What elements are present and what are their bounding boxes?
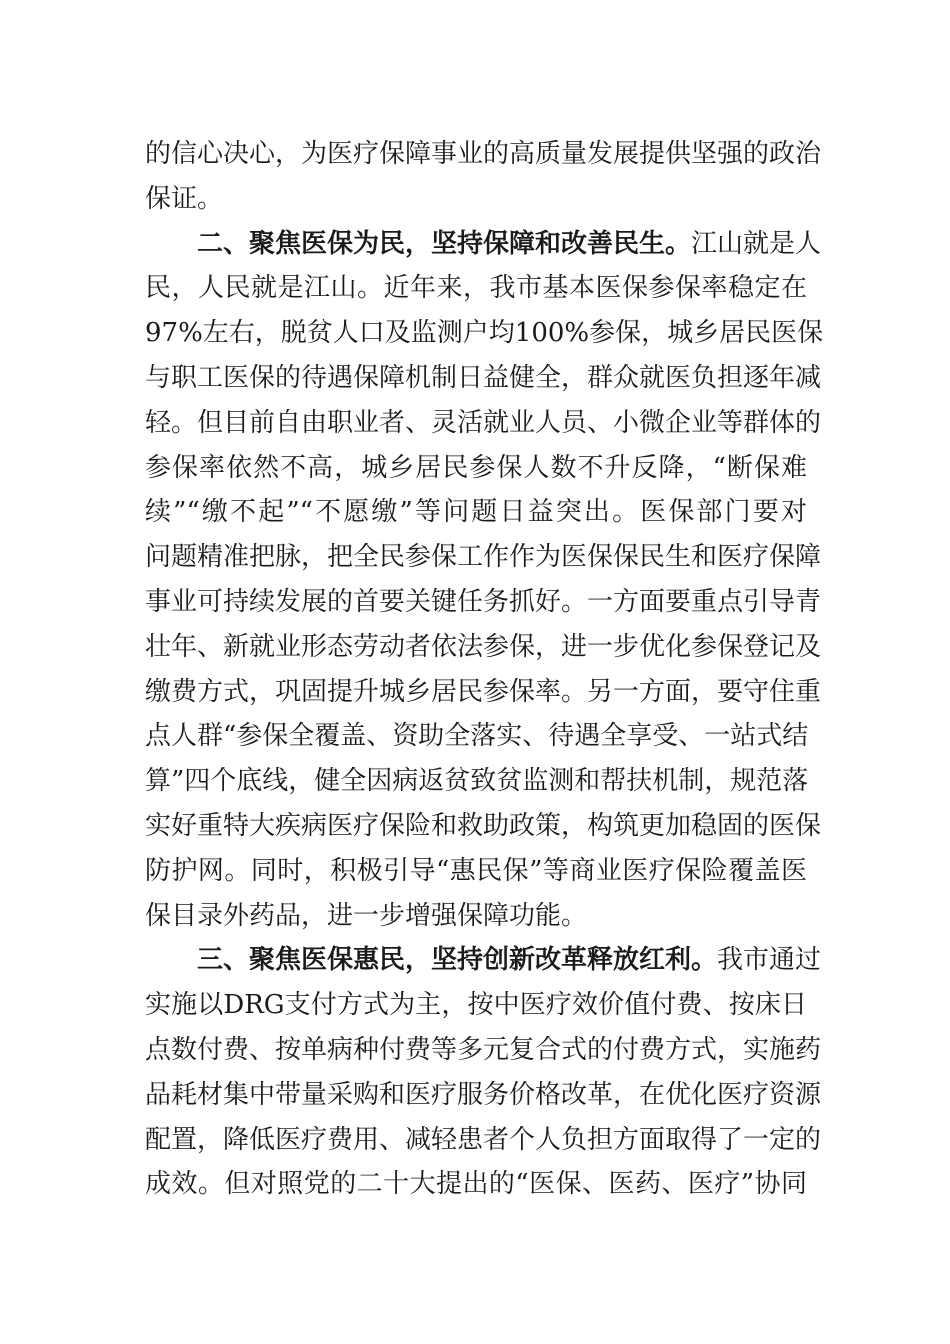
line-text: 的信心决心，为医疗保障事业的高质量发展提供坚强的政治: [145, 139, 822, 169]
text-line: [145, 580, 822, 625]
text-line: [145, 266, 807, 311]
text-line: [145, 1118, 822, 1163]
text-line: [145, 1073, 822, 1118]
text-line: [145, 894, 807, 939]
line-text: 我市通过: [717, 945, 822, 976]
line-text: 缴费方式，巩固提升城乡居民参保率。另一方面，要守住重: [145, 676, 822, 707]
paragraph: [145, 938, 822, 1207]
section-heading: 三、聚焦医保惠民，坚持创新改革释放红利。: [197, 945, 718, 976]
text-line: [145, 1162, 807, 1207]
text-line: [145, 446, 807, 491]
text-line: [145, 222, 822, 267]
line-text: 民，人民就是江山。近年来，我市基本医保参保率稳定在: [145, 273, 807, 304]
paragraph: [145, 222, 824, 939]
text-line: [145, 804, 822, 849]
text-line: [145, 670, 822, 715]
line-text: 点人群“参保全覆盖、资助全落实、待遇全享受、一站式结: [145, 721, 809, 752]
text-line: [145, 983, 807, 1028]
line-text: 防护网。同时，积极引导“惠民保”等商业医疗保险覆盖医: [145, 855, 807, 886]
text-line: [145, 849, 807, 894]
line-text: 参保率依然不高，城乡居民参保人数不升反降，“断保难: [145, 452, 807, 483]
text-line: [145, 177, 807, 222]
line-text: 实施以DRG支付方式为主，按中医疗效价值付费、按床日: [145, 990, 807, 1021]
text-line: [145, 132, 822, 177]
text-line: [145, 535, 822, 580]
text-line: [145, 938, 822, 983]
line-text: 事业可持续发展的首要关键任务抓好。一方面要重点引导青: [145, 586, 822, 617]
line-text: 壮年、新就业形态劳动者依法参保，进一步优化参保登记及: [145, 631, 822, 662]
text-line: [145, 759, 807, 804]
line-text: 成效。但对照党的二十大提出的“医保、医药、医疗”协同: [145, 1169, 807, 1200]
text-line: [145, 1028, 822, 1073]
text-line: [145, 356, 822, 401]
section-heading: 二、聚焦医保为民，坚持保障和改善民生。: [197, 228, 692, 259]
line-text: 问题精准把脉，把全民参保工作作为医保保民生和医疗保障: [145, 542, 822, 573]
line-text: 江山就是人: [691, 228, 822, 259]
line-text: 与职工医保的待遇保障机制日益健全，群众就医负担逐年减: [145, 362, 822, 393]
line-text: 续”“缴不起”“不愿缴”等问题日益突出。医保部门要对: [145, 497, 807, 528]
line-text: 实好重特大疾病医疗保险和救助政策，构筑更加稳固的医保: [145, 810, 822, 841]
paragraph: [145, 132, 822, 222]
text-line: [145, 490, 807, 535]
line-text: 保证。: [145, 183, 224, 214]
line-text: 品耗材集中带量采购和医疗服务价格改革，在优化医疗资源: [145, 1079, 822, 1110]
text-line: [145, 625, 822, 670]
line-text: 算”四个底线，健全因病返贫致贫监测和帮扶机制，规范落: [145, 766, 809, 797]
line-text: 轻。但目前自由职业者、灵活就业人员、小微企业等群体的: [145, 407, 822, 438]
text-line: [145, 714, 807, 759]
line-text: 配置，降低医疗费用、减轻患者个人负担方面取得了一定的: [145, 1124, 822, 1155]
line-text: 点数付费、按单病种付费等多元复合式的付费方式，实施药: [145, 1034, 822, 1065]
document-body: [145, 132, 824, 1207]
line-text: 保目录外药品，进一步增强保障功能。: [145, 900, 588, 931]
text-line: [145, 311, 824, 356]
text-line: [145, 401, 822, 446]
line-text: 97%左右，脱贫人口及监测户均100%参保，城乡居民医保: [145, 318, 824, 349]
